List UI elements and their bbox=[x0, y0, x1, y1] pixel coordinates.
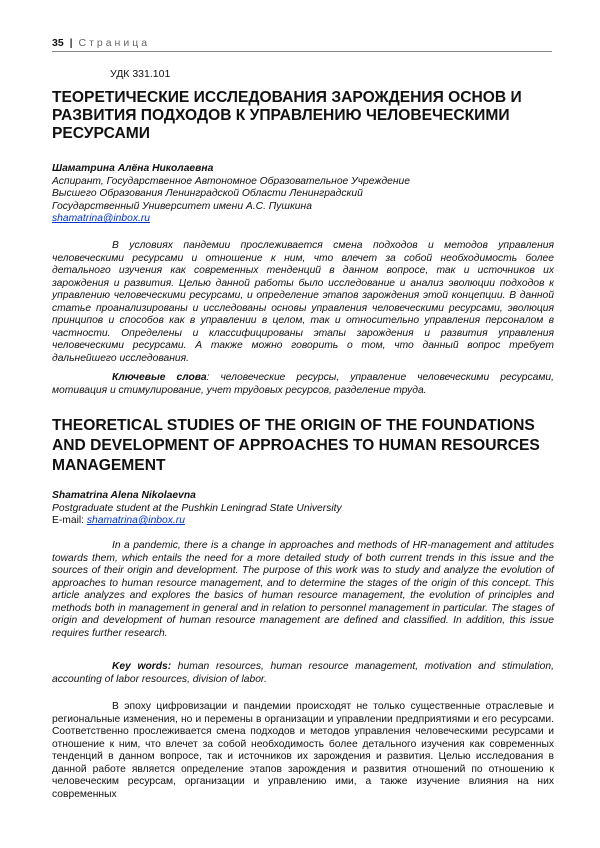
keywords-text-ru: : человеческие ресурсы, управление человеческими ресурсами, мотивация и стимулирование, учет трудовых ресурсов, разделение труда. bbox=[52, 372, 554, 396]
affiliation-line-2: Высшего Образования Ленинградской Области Ленинградский bbox=[52, 188, 363, 200]
keywords-text-en: human resources, human resource management, motivation and stimulation, accounting of labor resources, division of labor. bbox=[52, 661, 554, 685]
author-block-ru bbox=[52, 163, 552, 226]
page-header bbox=[52, 37, 150, 49]
body-paragraph: В эпоху цифровизации и пандемии происходят не только существенные отраслевые и региональные изменения, но и перемены в организации и управлении предприятиями и его ресурсами. Соответственно прослеживается смена подходов и методов управления человеческими ресурсами и отношение к ним, что влечет за собой необходимость более детального изучения как современных тенденций в данном вопросе, так и источников их зарождения и развития. Целью исследования в данной работе является определение этапов зарождения и развития отношений по отношению к человеческим ресурсам, организации и управлению ими, а также изучение влияния на них современных bbox=[52, 701, 554, 800]
email-link-ru[interactable]: shamatrina@inbox.ru bbox=[52, 213, 151, 225]
author-block-en bbox=[52, 490, 552, 528]
header-word: Страница bbox=[78, 37, 151, 49]
author-name-en: Shamatrina Alena Nikolaevna bbox=[52, 490, 196, 501]
header-separator: | bbox=[69, 37, 73, 49]
keywords-en bbox=[52, 661, 554, 686]
affiliation-line-3: Государственный Университет имени А.С. Пушкина bbox=[52, 200, 312, 212]
udk-code: УДК 331.101 bbox=[110, 68, 171, 80]
page-number: 35 bbox=[52, 37, 64, 49]
email-label-en: E-mail: bbox=[52, 515, 87, 527]
keywords-label-ru: Ключевые слова bbox=[112, 372, 207, 383]
abstract-ru: В условиях пандемии прослеживается смена подходов и методов управления человеческими ресурсами и отношение к ним, что влечет за собой необходимость более детального изучения как современных тенденций в данном вопросе, так и источников их зарождения и развития. Целью данной работы было исследование и анализ эволюции подходов к управлению человеческими ресурсами, и определение этапов зарождения этой концепции. В данной статье проанализированы и исследованы основы управления человеческими ресурсами, эволюция принципов и способов как в управлении в целом, так и относительно управления персоналом в частности. Определены и классифицированы этапы зарождения и развития управления человеческими ресурсами. А также можно говорить о том, что данный вопрос требует дальнейшего исследования. bbox=[52, 240, 554, 364]
keywords-label-en: Key words: bbox=[112, 661, 172, 672]
email-line-en bbox=[52, 515, 552, 528]
keywords-ru bbox=[52, 372, 554, 397]
title-ru: ТЕОРЕТИЧЕСКИЕ ИССЛЕДОВАНИЯ ЗАРОЖДЕНИЯ ОСНОВ И РАЗВИТИЯ ПОДХОДОВ К УПРАВЛЕНИЮ ЧЕЛОВЕЧЕСКИМИ РЕСУРСАМИ bbox=[52, 89, 522, 142]
author-name-ru: Шаматрина Алёна Николаевна bbox=[52, 163, 214, 174]
affiliation-en: Postgraduate student at the Pushkin Leningrad State University bbox=[52, 502, 342, 514]
affiliation-line-1: Аспирант, Государственное Автономное Образовательное Учреждение bbox=[52, 175, 411, 187]
abstract-en: In a pandemic, there is a change in approaches and methods of HR-management and attitudes towards them, which entails the need for a more detailed study of both current trends in this issue and the sources of their origin and development. The purpose of this work was to study and analyze the evolution of approaches to human resource management, and to determine the stages of the origin of this concept. This article analyzes and explores the basics of human resource management, the evolution of principles and methods both in management in general and in relation to personnel management in particular. The stages of origin and development of human resource management are defined and classified. In addition, this issue requires further research. bbox=[52, 540, 554, 639]
header-rule bbox=[52, 51, 552, 52]
email-link-en[interactable]: shamatrina@inbox.ru bbox=[86, 515, 185, 527]
title-en: THEORETICAL STUDIES OF THE ORIGIN OF THE FOUNDATIONS AND DEVELOPMENT OF APPROACHES TO HUMAN RESOURCES MANAGEMENT bbox=[52, 417, 540, 474]
